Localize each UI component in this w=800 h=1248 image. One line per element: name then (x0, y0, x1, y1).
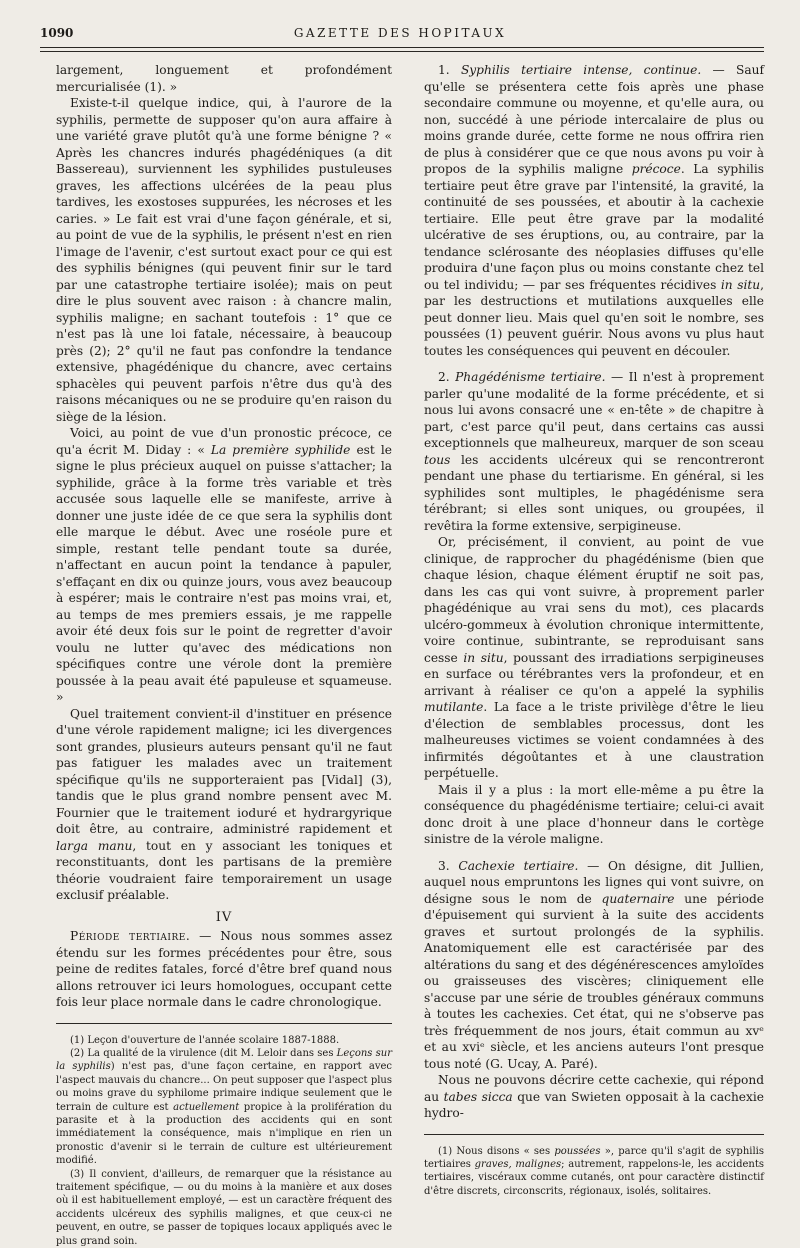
paragraph: 1. Syphilis tertiaire intense, continue. — Sauf qu'elle se présentera cette fois après une phase secondaire commune ou moyenne, et qu'elle aura, ou non, succédé à une période intercalaire de plus ou moins grande durée, cette forme ne nous offrira rien de plus à considérer que ce que nous avons pu voir à propos de la syphilis maligne précoce. La syphilis tertiaire peut être grave par l'intensité, la gravité, la continuité de ses poussées, et aboutir à la cachexie tertiaire. Elle peut être grave par la modalité ulcérative de ses éruptions, ou, au contraire, par la tendance sclérosante des néoplasies diffuses qu'elle produira d'une façon plus ou moins constante chez tel ou tel individu; — par ses fréquentes récidives in situ, par les destructions et mutilations auxquelles elle peut donner lieu. Mais quel qu'en soit le nombre, ses poussées (1) peuvent guérir. Nous avons vu plus haut toutes les conséquences qui peuvent en découler. (424, 63, 764, 358)
header-rule-thin (40, 51, 764, 52)
paragraph: largement, longuement et profondément mercurialisée (1). » (56, 63, 392, 94)
page-header (40, 22, 760, 44)
paragraph: Période tertiaire. — Nous nous sommes assez étendu sur les formes précédentes pour être, sous peine de redites fatales, forcé d'être bref quand nous allons retrouver ici leurs homologues, occupant cette fois leur place normale dans le cadre chronologique. (56, 929, 392, 1009)
paragraph: 2. Phagédénisme tertiaire. — Il n'est à proprement parler qu'une modalité de la forme précédente, et si nous lui avons consacré une « en-tête » de chapitre à part, c'est parce qu'il peut, dans certains cas aussi exceptionnels que malheureux, marquer de son sceau tous les accidents ulcéreux qui se rencontreront pendant une phase du tertiarisme. En général, si les syphilides sont multiples, le phagédénisme sera térébrant; si elles sont uniques, ou groupées, il revêtira la forme extensive, serpigineuse. (424, 370, 764, 533)
footnote: (2) La qualité de la virulence (dit M. Leloir dans ses Leçons sur la syphilis) n'est pas, d'une façon certaine, en rapport avec l'aspect mauvais du chancre... On peut supposer que l'aspect plus ou moins grave du syphilome primaire indique seulement que le terrain de culture est actuellement propice à la prolifération du parasite et à la production des accidents qui en sont immédiatement la conséquence, mais n'implique en rien un pronostic d'avenir si le terrain de culture est ultérieurement modifié. (56, 1047, 392, 1167)
paragraph: Quel traitement convient-il d'instituer en présence d'une vérole rapidement maligne; ici les divergences sont grandes, plusieurs auteurs pensant qu'il ne faut pas fatiguer les malades avec un traitement spécifique qu'ils ne supporteraient pas [Vidal] (3), tandis que le plus grand nombre pensent avec M. Fournier que le traitement ioduré et hydrargyrique doit être, au contraire, administré rapidement et larga manu, tout en y associant les toniques et reconstituants, dont les partisans de la première théorie voudraient faire temporairement un usage exclusif préalable. (56, 706, 392, 902)
paragraph: Voici, au point de vue d'un pronostic précoce, ce qu'a écrit M. Diday : « La première syphilide est le signe le plus précieux auquel on puisse s'attacher; la syphilide, grâce à la forme très variable et très accusée sous laquelle elle se manifeste, arrive à donner une juste idée de ce que sera la syphilis dont elle marque le début. Avec une roséole pure et simple, restant telle pendant toute sa durée, n'affectant en aucun point la tendance à papuler, s'effaçant en dix ou quinze jours, vous avez beaucoup à espérer; mais le contraire n'est pas moins vrai, et, au temps de mes premiers essais, je me rappelle avoir été deux fois sur le point de regretter d'avoir voulu ne lutter qu'avec des médications non spécifiques contre une vérole dont la première poussée à la peau avait été papuleuse et squameuse. » (56, 426, 392, 704)
paragraph: Existe-t-il quelque indice, qui, à l'aurore de la syphilis, permette de supposer qu'on aura affaire à une variété grave plutôt qu'à une forme bénigne ? « Après les chancres indurés phagédéniques (a dit Bassereau), surviennent les syphilides pustuleuses graves, les affections ulcérées de la peau plus tardives, les exostoses suppurées, les nécroses et les caries. » Le fait est vrai d'une façon générale, et si, au point de vue de la syphilis, le présent n'est en rien l'image de l'avenir, c'est surtout exact pour ce qui est des syphilis bénignes (qui peuvent finir sur le tard par une catastrophe tertiaire isolée); mais on peut dire le plus souvent avec raison : à chancre malin, syphilis maligne; en sachant toutefois : 1° que ce n'est pas là une loi fatale, nécessaire, à beaucoup près (2); 2° qu'il ne faut pas confondre la tendance extensive, phagédénique du chancre, avec certains sphacèles qui peuvent parfois n'être dus qu'à des raisons mécaniques ou ne se produire qu'en raison du siège de la lésion. (56, 96, 392, 424)
paragraph: Mais il y a plus : la mort elle-même a pu être la conséquence du phagédénisme tertiaire; celui-ci avait donc droit à une place d'honneur dans le cortège sinistre de la vérole maligne. (424, 782, 764, 846)
footnote-rule (56, 1023, 392, 1024)
running-title: GAZETTE DES HOPITAUX (293, 26, 507, 40)
footnote: (3) Il convient, d'ailleurs, de remarquer que la résistance au traitement spécifique, — ou du moins à la manière et aux doses où il est habituellement employé, — est un caractère fréquent des accidents ulcéreux des syphilis malignes, et que ceux-ci ne peuvent, en outre, se passer de topiques locaux appliqués avec le plus grand soin. (56, 1168, 392, 1247)
section-heading: IV (215, 909, 233, 925)
page-number: 1090 (40, 26, 74, 40)
right-column (424, 62, 764, 1198)
footnote: (1) Leçon d'ouverture de l'année scolaire 1887-1888. (70, 1034, 340, 1046)
paragraph: Or, précisément, il convient, au point de vue clinique, de rapprocher du phagédénisme (bien que chaque lésion, chaque élément éruptif ne soit pas, dans les cas qui vont suivre, à proprement parler phagédénique au vrai sens du mot), ces placards ulcéro-gommeux à évolution chronique intermittente, voire continue, subintrante, se reproduisant sans cesse in situ, poussant des irradiations serpigineuses en surface ou térébrantes vers la profondeur, et en arrivant à réaliser ce qu'on a appelé la syphilis mutilante. La face a le triste privilège d'être le lieu d'élection de semblables processus, dont les malheureuses victimes se voient condamnées à des infirmités dégoûtantes et à une claustration perpétuelle. (424, 535, 764, 780)
footnote: (1) Nous disons « ses poussées », parce qu'il s'agit de syphilis tertiaires graves, malignes; autrement, rappelons-le, les accidents tertiaires, viscéraux comme cutanés, ont pour caractère distinctif d'être discrets, circonscrits, régionaux, isolés, solitaires. (424, 1145, 764, 1197)
paragraph: 3. Cachexie tertiaire. — On désigne, dit Jullien, auquel nous empruntons les lignes qui vont suivre, on désigne sous le nom de quaternaire une période d'épuisement qui survient à la suite des accidents graves et surtout prolongés de la syphilis. Anatomiquement elle est caractérisée par des altérations du sang et des dégénérescences amyloïdes ou graisseuses des viscères; cliniquement elle s'accuse par une série de troubles généraux communs à toutes les cachexies. Cet état, qui ne s'observe pas très fréquemment de nos jours, était commun au xvᵉ et au xviᵉ siècle, et les anciens auteurs l'ont presque tous noté (G. Ucay, A. Paré). (424, 858, 765, 1071)
paragraph: Nous ne pouvons décrire cette cachexie, qui répond au tabes sicca que van Swieten opposait à la cachexie hydro- (424, 1073, 764, 1120)
left-column (56, 62, 392, 1248)
footnote-rule (424, 1134, 764, 1135)
header-rule (40, 47, 764, 48)
